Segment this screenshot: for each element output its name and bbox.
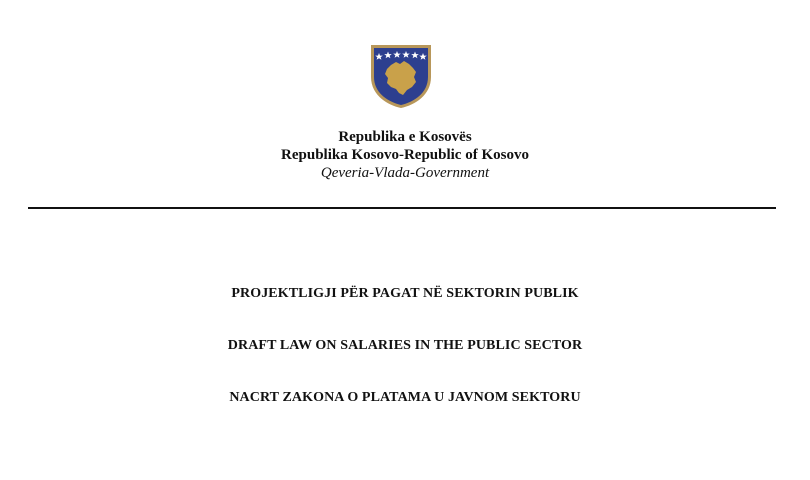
government-name: Qeveria-Vlada-Government xyxy=(320,165,490,181)
kosovo-coat-of-arms-icon xyxy=(369,43,433,109)
title-english: DRAFT LAW ON SALARIES IN THE PUBLIC SECTOR xyxy=(227,338,583,353)
title-albanian: PROJEKTLIGJI PËR PAGAT NË SEKTORIN PUBLIK xyxy=(231,286,579,301)
title-serbian: NACRT ZAKONA O PLATAMA U JAVNOM SEKTORU xyxy=(229,390,581,405)
country-name-albanian: Republika e Kosovës xyxy=(338,129,472,145)
country-name-bilingual: Republika Kosovo-Republic of Kosovo xyxy=(281,147,529,163)
header-divider xyxy=(28,207,776,209)
